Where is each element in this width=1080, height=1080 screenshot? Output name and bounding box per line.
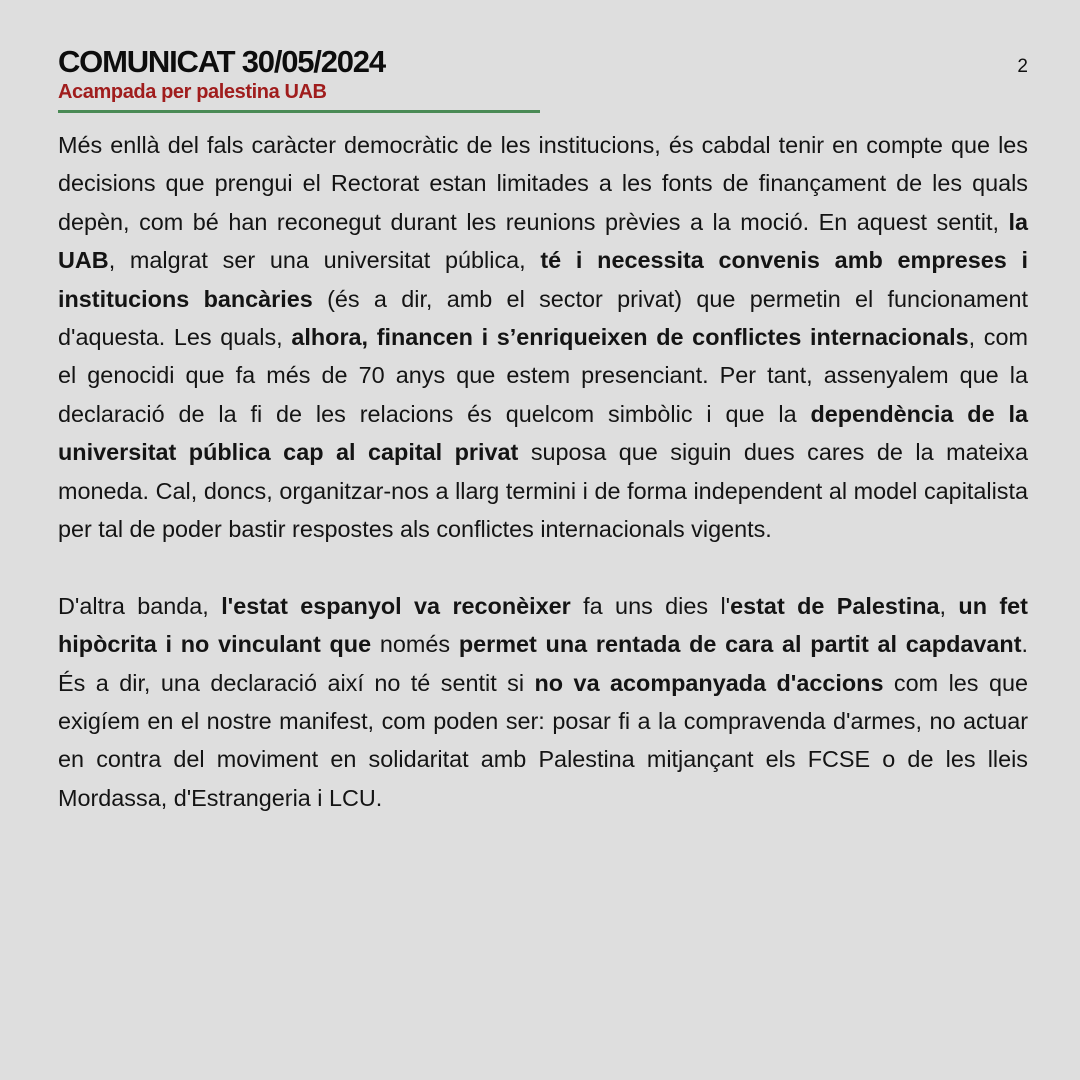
body-text-run: , com el genocidi que fa més de 70 anys que estem presenciant. Per tant, assenyalem que la declaració de la fi de les relacions és quelcom simbòlic i que la (58, 324, 1028, 427)
paragraph-1 (58, 126, 1028, 548)
body-text-run: fa uns dies l' (570, 592, 731, 619)
document-header (58, 44, 1028, 104)
body-text-run: , malgrat ser una universitat pública, (108, 247, 541, 274)
body-text-run: suposa que siguin dues cares de la mateixa moneda. Cal, doncs, organitzar-nos a llarg termini i de forma independent al model capitalista per tal de poder bastir respostes als conflictes internacionals vigents. (58, 439, 1028, 543)
header-divider (58, 110, 540, 113)
body-text-run: Més enllà del fals caràcter democràtic de les institucions, és cabdal tenir en compte que les decisions que prengui el Rectorat estan limitades a les fonts de finançament de les quals depèn, com bé han reconegut durant les reunions prèvies a la moció. En aquest sentit, (58, 132, 1028, 235)
emphasis-text: la UAB (58, 208, 1028, 274)
emphasis-text: un fet hipòcrita i no vinculant que (58, 592, 1028, 658)
emphasis-text: té i necessita convenis amb empreses i institucions bancàries (58, 247, 1028, 312)
body-text-run: D'altra banda, (58, 592, 222, 619)
document-body (58, 126, 1028, 856)
emphasis-text: estat de Palestina (730, 592, 940, 619)
page-subtitle: Acampada per palestina UAB (58, 81, 327, 103)
page-number: 2 (1017, 56, 1028, 77)
emphasis-text: no va acompanyada d'accions (534, 669, 884, 696)
emphasis-text: alhora, financen i s’enriqueixen de conflictes internacionals (291, 324, 969, 351)
body-text-run: com les que exigíem en el nostre manifest, com poden ser: posar fi a la compravenda d'armes, no actuar en contra del moviment en solidaritat amb Palestina mitjançant els FCSE o de les lleis Mordassa, d'Estrangeria i LCU. (58, 669, 1028, 811)
body-text-run: (és a dir, amb el sector privat) que permetin el funcionament d'aquesta. Les quals, (58, 285, 1028, 351)
paragraph-2 (58, 587, 1028, 817)
emphasis-text: permet una rentada de cara al partit al capdavant (458, 631, 1022, 658)
body-text-run: , (939, 592, 959, 619)
emphasis-text: l'estat espanyol va reconèixer (221, 592, 571, 619)
body-text-run: . És a dir, una declaració així no té sentit si (58, 631, 1028, 696)
body-text-run: només (371, 631, 459, 658)
emphasis-text: dependència de la universitat pública cap al capital privat (58, 400, 1028, 466)
page-title: COMUNICAT 30/05/2024 (58, 44, 385, 79)
